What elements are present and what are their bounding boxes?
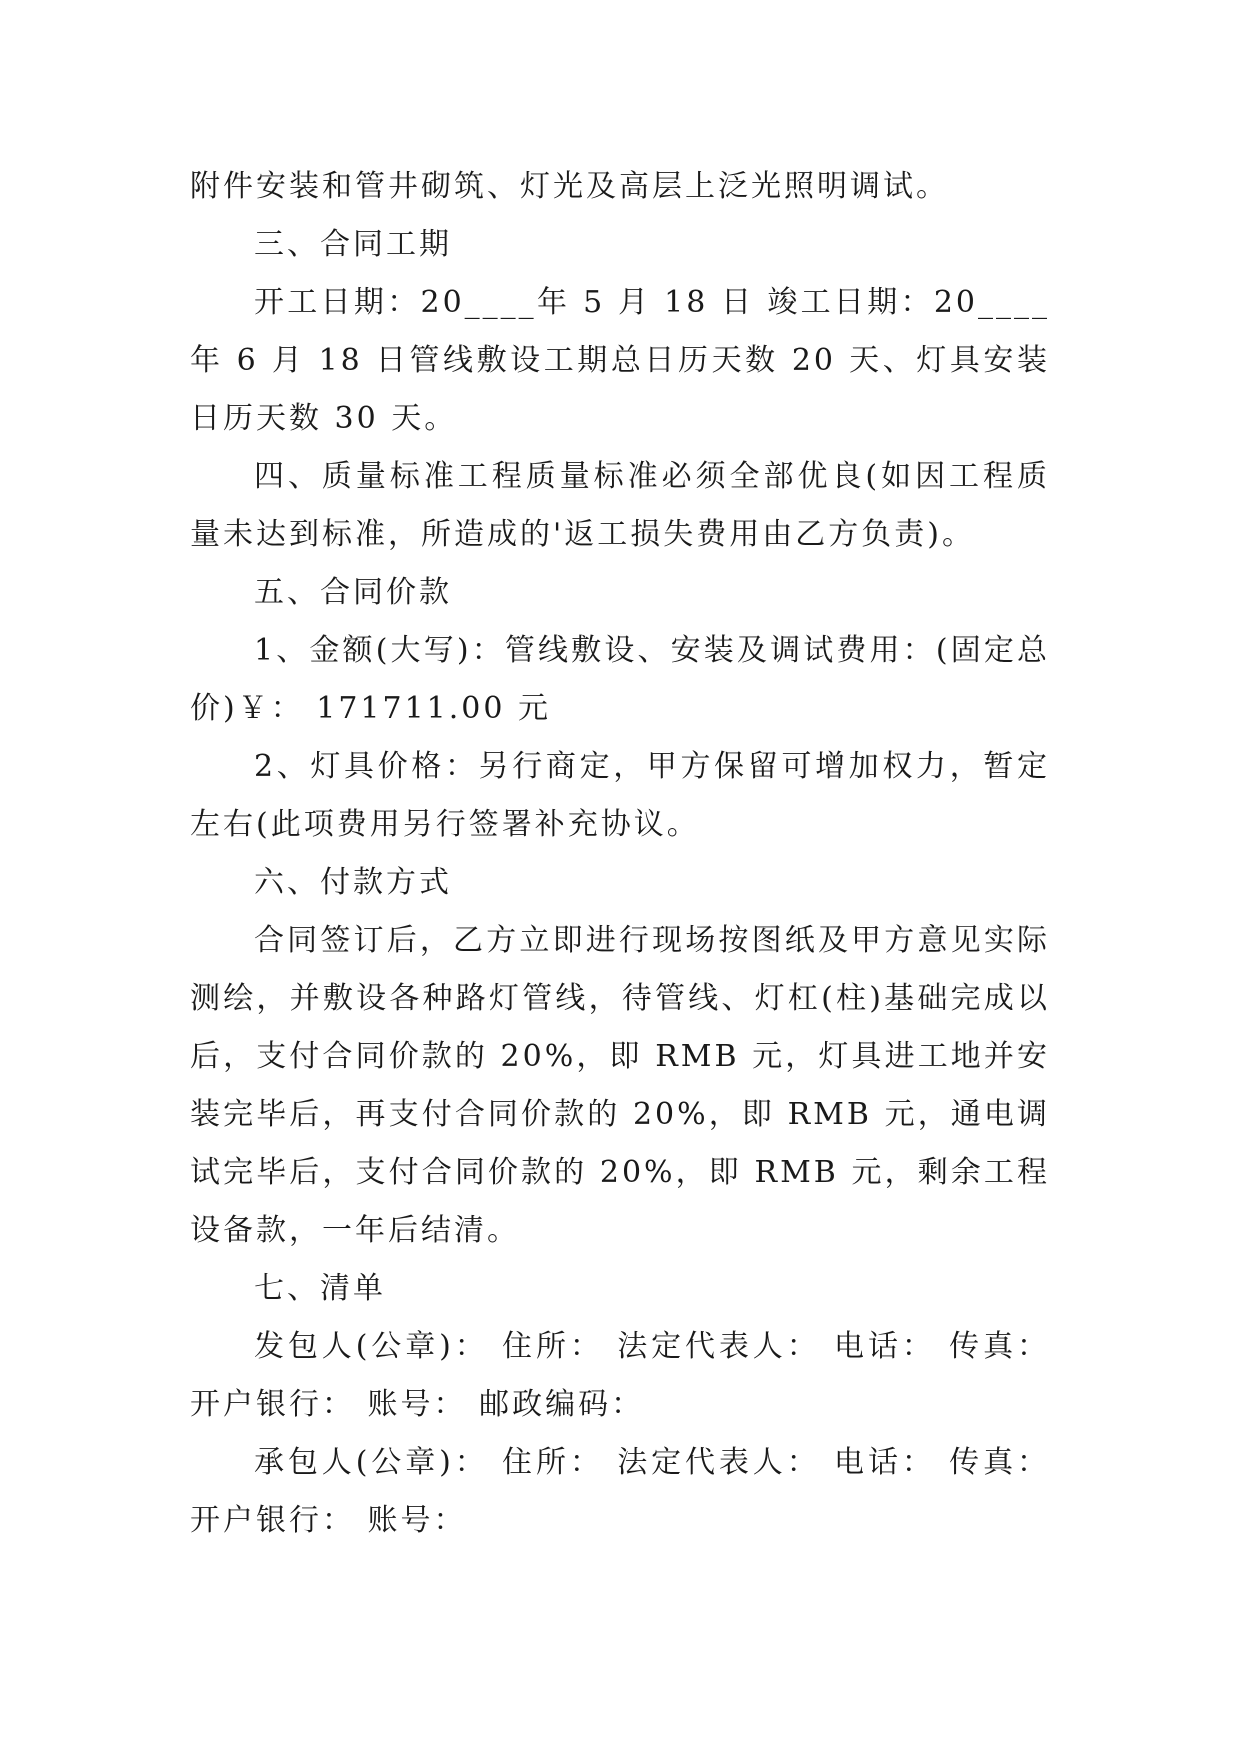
heading-list: 七、清单: [254, 1271, 386, 1306]
document-body: [190, 158, 1050, 1550]
paragraph-amount: 1、金额(大写)：管线敷设、安装及调试费用：(固定总价)￥： 171711.00 元: [190, 633, 1050, 726]
paragraph-installation-scope: 附件安装和管井砌筑、灯光及高层上泛光照明调试。: [190, 169, 949, 204]
paragraph-contractor-info: 承包人(公章)： 住所： 法定代表人： 电话： 传真： 开户银行： 账号：: [190, 1445, 1050, 1538]
paragraph-employer-info: 发包人(公章)： 住所： 法定代表人： 电话： 传真： 开户银行： 账号： 邮政编码：: [190, 1329, 1050, 1422]
paragraph-start-end-dates: 开工日期：20____年 5 月 18 日 竣工日期：20____年 6 月 18 日管线敷设工期总日历天数 20 天、灯具安装日历天数 30 天。: [190, 285, 1050, 436]
paragraph-lamp-price: 2、灯具价格：另行商定，甲方保留可增加权力，暂定左右(此项费用另行签署补充协议。: [190, 749, 1050, 842]
heading-contract-price: 五、合同价款: [254, 575, 452, 610]
heading-payment-method: 六、付款方式: [254, 865, 452, 900]
paragraph-payment-terms: 合同签订后，乙方立即进行现场按图纸及甲方意见实际测绘，并敷设各种路灯管线，待管线、灯杠(柱)基础完成以后，支付合同价款的 20%，即 RMB 元，灯具进工地并安装完毕后，再支付合同价款的 20%，即 RMB 元，通电调试完毕后，支付合同价款的 20%，即 RMB 元，剩余工程设备款，一年后结清。: [190, 923, 1050, 1248]
paragraph-quality-standard: 四、质量标准工程质量标准必须全部优良(如因工程质量未达到标准，所造成的'返工损失费用由乙方负责)。: [190, 459, 1050, 552]
heading-contract-period: 三、合同工期: [254, 227, 452, 262]
